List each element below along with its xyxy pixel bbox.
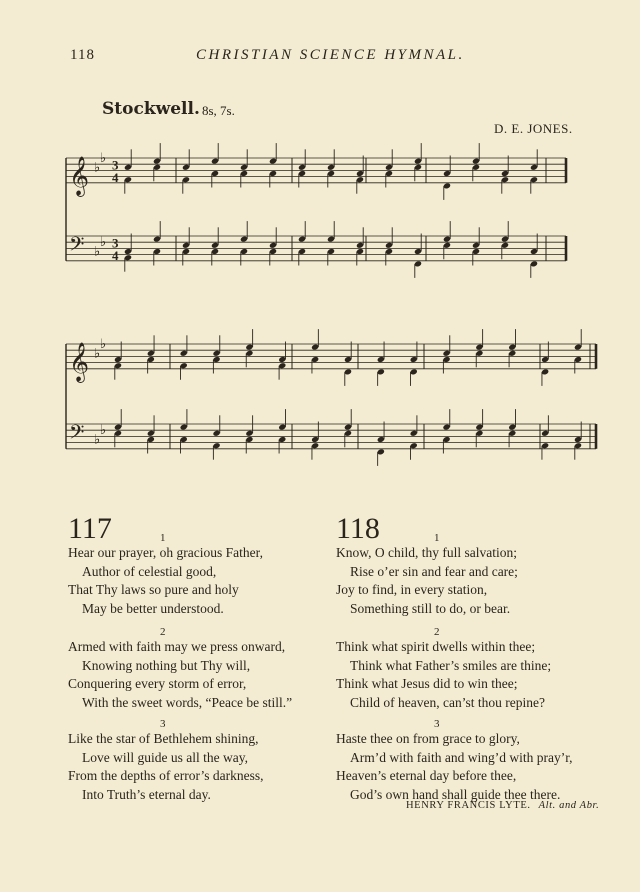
verse-line: Like the star of Bethlehem shining, <box>68 731 259 746</box>
flat-sign: ♭ <box>94 432 101 448</box>
hymn-number-117: 117 <box>68 512 112 545</box>
attribution-note: Alt. and Abr. <box>538 800 600 811</box>
hymn-118-stanza-3 <box>336 718 596 804</box>
verse-line: From the depths of error’s darkness, <box>68 768 264 784</box>
verse-line: May be better understood. <box>82 600 224 616</box>
verse-line: Conquering every storm of error, <box>68 676 247 692</box>
verse-line: Think what Jesus did to win thee; <box>336 676 518 692</box>
stanza-number: 1 <box>160 532 166 544</box>
hymn-118-stanza-2 <box>336 626 596 712</box>
verse-line: Arm’d with faith and wing’d with pray’r, <box>350 749 573 765</box>
verse-line: Joy to find, in every station, <box>336 582 488 598</box>
verse-line: God’s own hand shall guide thee there. <box>350 786 561 802</box>
author-name: HENRY FRANCIS LYTE. <box>406 800 531 811</box>
hymn-attribution <box>406 800 599 811</box>
composer-name: D. E. JONES. <box>494 121 573 136</box>
verse-line: Hear our prayer, oh gracious Father, <box>68 545 263 560</box>
verse-line: Into Truth’s eternal day. <box>82 786 211 802</box>
flat-sign: ♭ <box>100 235 107 251</box>
time-signature-top: 3 <box>112 235 119 251</box>
hymn-117-stanza-3 <box>68 718 328 804</box>
hymn-118-stanza-1 <box>336 532 596 618</box>
flat-sign: ♭ <box>100 337 107 352</box>
hymn-117-stanza-2 <box>68 626 328 712</box>
hymn-117-stanza-1 <box>68 532 328 618</box>
verse-line: That Thy laws so pure and holy <box>68 582 239 598</box>
time-signature-top: 3 <box>112 157 119 173</box>
hymn-number-118: 118 <box>336 512 380 545</box>
tune-name: Stockwell. <box>102 99 200 119</box>
treble-clef: 𝄞 <box>69 341 90 382</box>
verse-line: Knowing nothing but Thy will, <box>82 657 251 673</box>
flat-sign: ♭ <box>100 423 107 439</box>
bass-clef: 𝄢 <box>69 420 85 449</box>
verse-line: Rise o’er sin and fear and care; <box>350 563 518 579</box>
stanza-number: 1 <box>434 532 440 544</box>
stanza-number: 2 <box>434 626 440 638</box>
verse-line: Love will guide us all the way, <box>82 749 248 765</box>
verse-line: Something still to do, or bear. <box>350 600 511 616</box>
stanza-number: 3 <box>160 718 166 730</box>
flat-sign: ♭ <box>94 160 101 176</box>
verse-line: Author of celestial good, <box>82 563 217 579</box>
tune-meter: 8s, 7s. <box>202 103 235 118</box>
page-number: 118 <box>70 47 95 63</box>
verse-line: Heaven’s eternal day before thee, <box>336 768 517 784</box>
verse-line: Haste thee on from grace to glory, <box>336 731 520 746</box>
stanza-number: 2 <box>160 626 166 638</box>
time-signature-bottom: 4 <box>112 247 119 263</box>
bass-clef: 𝄢 <box>69 232 85 261</box>
verse-line: Think what Father’s smiles are thine; <box>350 657 552 673</box>
flat-sign: ♭ <box>94 244 101 260</box>
verse-line: Think what spirit dwells within thee; <box>336 639 536 654</box>
flat-sign: ♭ <box>100 151 107 166</box>
treble-clef: 𝄞 <box>69 155 90 196</box>
flat-sign: ♭ <box>94 346 101 362</box>
verse-line: Child of heaven, can’st thou repine? <box>350 694 545 710</box>
running-title: CHRISTIAN SCIENCE HYMNAL. <box>196 47 465 63</box>
stanza-number: 3 <box>434 718 440 730</box>
verse-line: Know, O child, thy full salvation; <box>336 545 517 560</box>
verse-line: With the sweet words, “Peace be still.” <box>82 694 293 710</box>
verse-line: Armed with faith may we press onward, <box>68 639 286 654</box>
time-signature-bottom: 4 <box>112 169 119 185</box>
